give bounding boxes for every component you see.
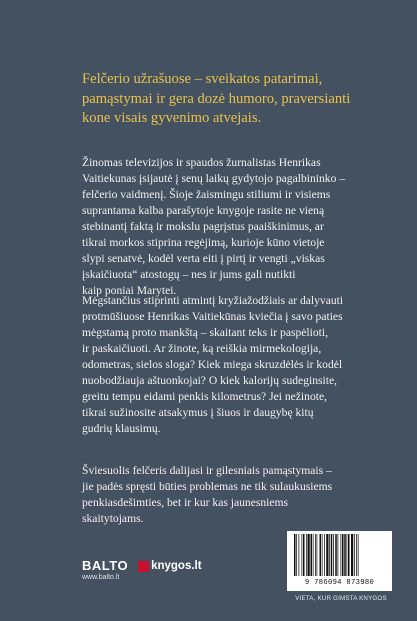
paragraph-line: odometras, sielos sloga? Kiek miega skruzdėlės ir kodėl	[82, 358, 343, 371]
paragraph-line: tikrai morkos stiprina regėjimą, kurioje kūno vietoje	[82, 236, 325, 249]
paragraph-line: skaitytojams.	[82, 512, 144, 525]
paragraph-line: slypi senatvė, kodėl verta eiti į pirtį ir vengti „viskas	[82, 252, 325, 265]
paragraph-line: tikrai sužinosite atsakymus į šiuos ir daugybę kitų	[82, 406, 314, 419]
description-paragraph-1	[82, 155, 392, 299]
paragraph-line: Mėgstančius stiprinti atmintį kryžiažodžiais ar dalyvauti	[82, 294, 344, 307]
tagline-line: pamąstymai ir gera dozė humoro, praversianti	[82, 90, 351, 107]
paragraph-line: Šviesuolis felčeris dalijasi ir gilesniais pamąstymais –	[82, 464, 332, 477]
tagline-line: Felčerio užrašuose – sveikatos patarimai,	[82, 71, 323, 87]
paragraph-line: protmūšiuose Henrikas Vaitiekūnas kviečia į savo paties	[82, 310, 343, 323]
isbn-number: 9 786094 873980	[304, 579, 375, 587]
paragraph-line: gudrių klausimų.	[82, 422, 161, 435]
paragraph-line: ir paskaičiuoti. Ar žinote, ką reiškia mirmekologija,	[82, 342, 322, 355]
publisher-slogan: VIETA, KUR GIMSTA KNYGOS	[295, 595, 387, 602]
paragraph-line: įskaičiuota“ atostogų – nes ir jums gali nutikti	[82, 268, 296, 281]
barcode-icon	[292, 534, 387, 578]
knygos-logo-text: knygos.lt	[151, 560, 202, 572]
paragraph-line: penkiasdešimties, bet ir kur kas jaunesniems	[82, 496, 289, 509]
publisher-url: www.balto.lt	[82, 574, 120, 581]
paragraph-line: greitu tempu eidami penkis kilometrus? Jei nežinote,	[82, 390, 328, 403]
paragraph-line: stebinantį faktą ir mokslu pagrįstus paaiškinimus, ar	[82, 220, 324, 233]
description-paragraph-3	[82, 463, 392, 527]
paragraph-line: suprantama kalba parašytoje knygoje rasite ne vieną	[82, 204, 325, 217]
paragraph-line: nuobodžiauja aštuonkojai? O kiek kalorijų sudeginsite,	[82, 374, 338, 387]
knygos-logo	[138, 560, 201, 572]
publisher-logos	[82, 559, 202, 581]
balto-logo-text: BALTO	[82, 558, 129, 573]
paragraph-line: kaip poniai Marytei.	[82, 284, 177, 297]
tagline-line: kone visais gyvenimo atvejais.	[82, 110, 262, 127]
tagline	[82, 70, 392, 129]
knygos-mark-icon	[138, 561, 149, 572]
paragraph-line: Žinomas televizijos ir spaudos žurnalistas Henrikas	[82, 156, 321, 169]
paragraph-line: mėgstamą proto mankštą – skaitant teks ir paspėlioti,	[82, 326, 328, 339]
isbn-barcode	[287, 531, 392, 591]
description-paragraph-2	[82, 293, 392, 437]
paragraph-line: felčerio vaidmenį. Šioje žaismingu stiliumi ir visiems	[82, 188, 331, 201]
paragraph-line: jie padės spręsti būties problemas ne tik sulaukusiems	[82, 480, 333, 493]
paragraph-line: Vaitiekunas įsijautė į senų laikų gydytojo pagalbininko –	[82, 172, 346, 185]
balto-logo	[82, 559, 128, 582]
